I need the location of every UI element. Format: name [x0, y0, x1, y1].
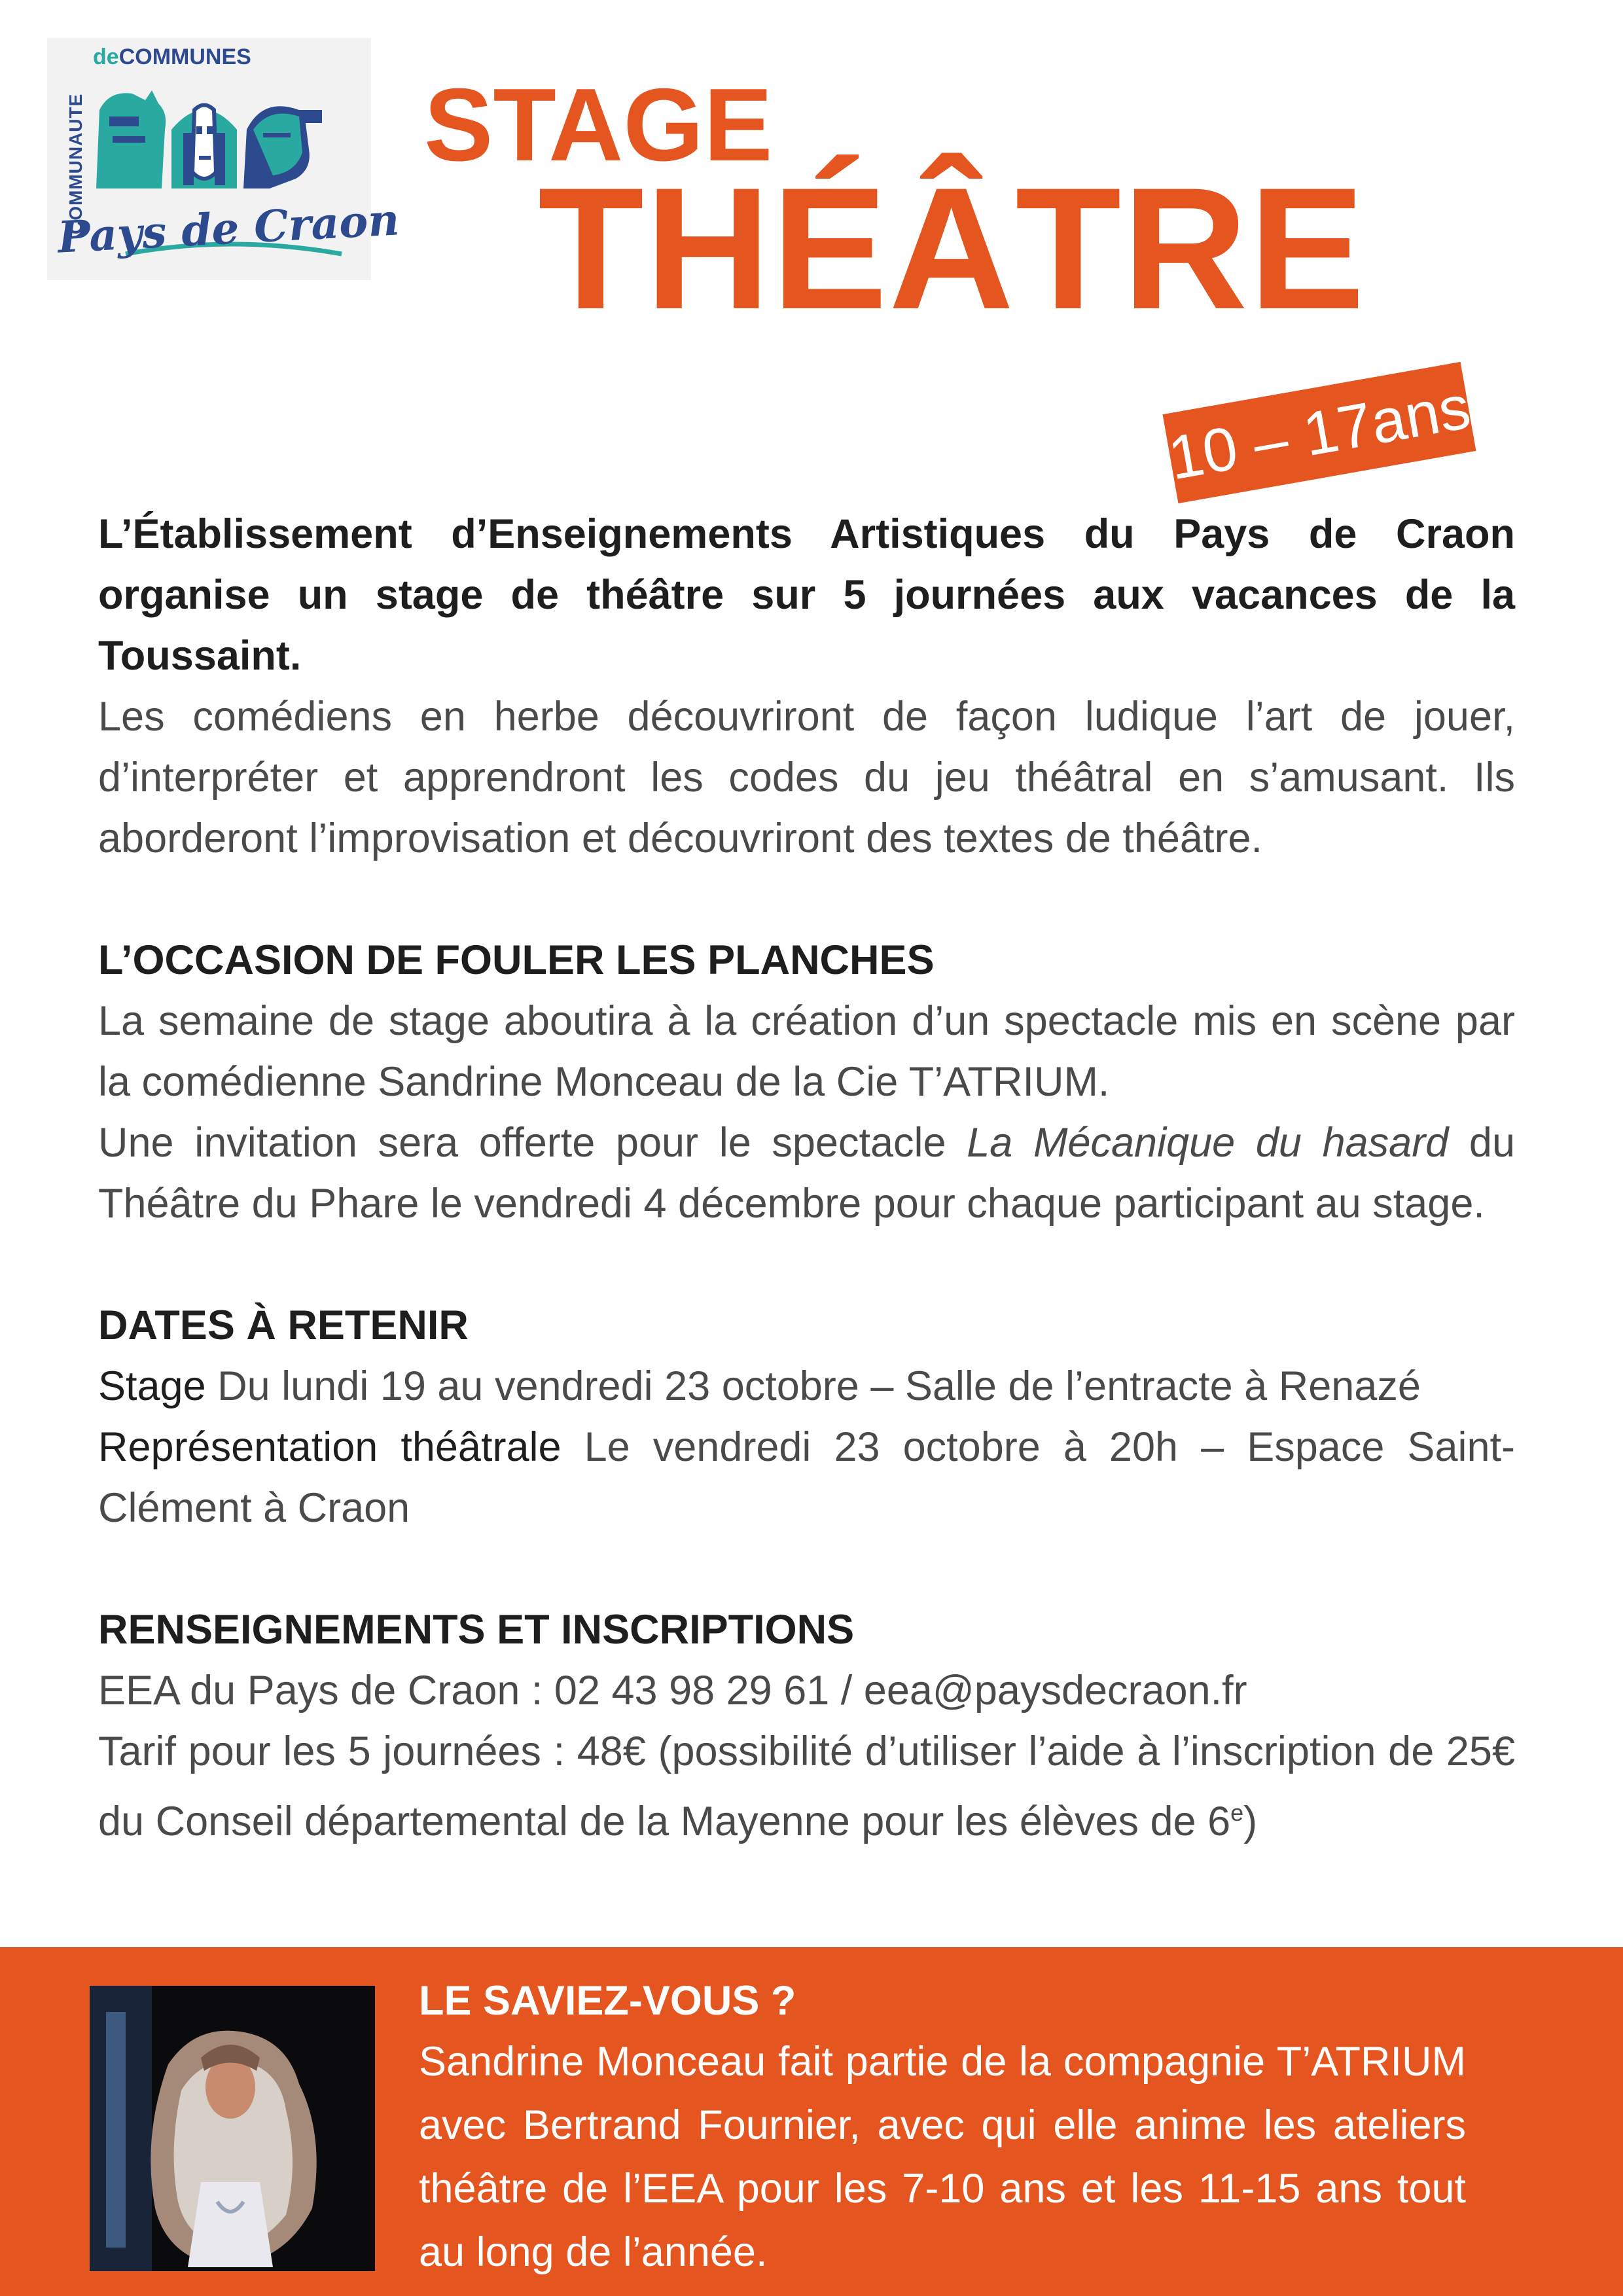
- intro-bold-text: L’Établissement d’Enseignements Artistiques du Pays de Craon organise un stage de théâtre sur 5 journées aux vacances de la Toussaint.: [98, 511, 1515, 679]
- logo-communaute-text: COMMUNAUTE: [65, 93, 86, 234]
- info-tarif-end: ): [1243, 1799, 1258, 1844]
- logo-communes-word: COMMUNES: [118, 45, 251, 69]
- logo-pays-de-craon-text: Pays de Craon: [56, 194, 401, 263]
- occasion-paragraph-1: La semaine de stage aboutira à la création d’un spectacle mis en scène par la comédienne Sandrine Monceau de la Cie T’ATRIUM.: [98, 998, 1515, 1105]
- occasion-heading: L’OCCASION DE FOULER LES PLANCHES: [98, 937, 935, 983]
- dates-representation-text: Le vendredi 23 octobre à 20h – Espace Saint-Clément à Craon: [98, 1424, 1515, 1531]
- info-tarif-sup: e: [1230, 1799, 1244, 1826]
- dates-heading: DATES À RETENIR: [98, 1302, 469, 1348]
- communaute-logo: [47, 38, 401, 280]
- title-theatre: THÉÂTRE: [538, 152, 1366, 346]
- dates-representation-label: Représentation théâtrale: [98, 1424, 562, 1470]
- saviez-heading: LE SAVIEZ-VOUS ?: [419, 1978, 796, 2024]
- occasion-p2-before: Une invitation sera offerte pour le spectacle: [98, 1120, 967, 1166]
- title-stage: STAGE: [424, 67, 773, 183]
- info-tarif-text: Tarif pour les 5 journées : 48€ (possibilité d’utiliser l’aide à l’inscription de 25€ du Conseil départemental de la Mayenne pour les élèves de 6: [98, 1729, 1515, 1844]
- show-title: La Mécanique du hasard: [967, 1120, 1449, 1166]
- logo-communes-text: [93, 45, 251, 70]
- age-badge: 10 – 17ans: [1163, 362, 1476, 503]
- main-content: [98, 504, 1515, 1852]
- actress-photo-image: [90, 1986, 375, 2271]
- saviez-text: Sandrine Monceau fait partie de la compagnie T’ATRIUM avec Bertrand Fournier, avec qui elle anime les ateliers théâtre de l’EEA pour les 7-10 ans et les 11-15 ans tout au long de l’année.: [419, 2039, 1466, 2275]
- info-heading: RENSEIGNEMENTS ET INSCRIPTIONS: [98, 1607, 855, 1653]
- dates-stage-text: Du lundi 19 au vendredi 23 octobre – Salle de l’entracte à Renazé: [205, 1363, 1421, 1409]
- occasion-paragraph-2: [98, 1113, 1515, 1234]
- dates-stage-label: Stage: [98, 1363, 206, 1409]
- actress-photo: [90, 1986, 375, 2271]
- logo-de-text: de: [93, 45, 119, 69]
- occasion-p2-after: du Théâtre du Phare le vendredi 4 décembre pour chaque participant au stage.: [98, 1120, 1515, 1227]
- saviez-box: [419, 1971, 1466, 2284]
- dates-representation-line: [98, 1417, 1515, 1539]
- intro-text: Les comédiens en herbe découvriront de façon ludique l’art de jouer, d’interpréter et apprendront les codes du jeu théâtral en s’amusant. Ils aborderont l’improvisation et découvriront des textes de théâtre.: [98, 694, 1515, 861]
- dates-stage-line: [98, 1356, 1515, 1417]
- info-contact: EEA du Pays de Craon : 02 43 98 29 61 / eea@paysdecraon.fr: [98, 1668, 1247, 1713]
- info-tarif: [98, 1721, 1515, 1852]
